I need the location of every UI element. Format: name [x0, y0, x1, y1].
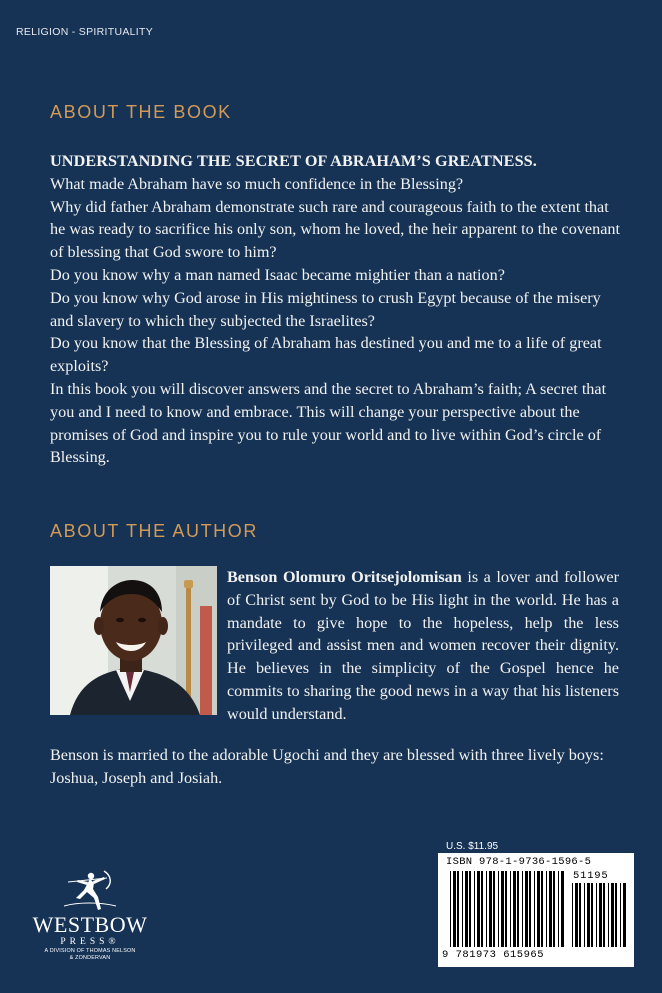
- author-name: Benson Olomuro Oritsejolomisan: [227, 568, 462, 586]
- barcode-bar: [517, 871, 519, 947]
- barcode-bar: [608, 883, 609, 947]
- barcode-bar: [469, 871, 471, 947]
- barcode-bar: [620, 883, 621, 947]
- barcode-bar: [474, 871, 475, 947]
- barcode-bar: [537, 871, 540, 947]
- about-book-heading: ABOUT THE BOOK: [50, 102, 232, 122]
- blurb-lead: UNDERSTANDING THE SECRET OF ABRAHAM’S GREATNESS.: [50, 152, 537, 170]
- price-label: U.S. $11.95: [446, 841, 499, 852]
- ean-barcode-bars: [450, 871, 566, 947]
- barcode-bar: [599, 883, 602, 947]
- barcode-bar: [561, 871, 564, 947]
- category-label: RELIGION - SPIRITUALITY: [16, 26, 154, 38]
- barcode-bar: [505, 871, 507, 947]
- barcode-bar: [493, 871, 495, 947]
- blurb-paragraph: Do you know why God arose in His mightiness to crush Egypt because of the misery and slavery to which they subjected the Israelites?: [50, 288, 601, 330]
- barcode-bar: [579, 883, 581, 947]
- barcode-addon-digits: 51195: [573, 870, 609, 882]
- book-blurb: [50, 150, 622, 469]
- barcode-bar: [465, 871, 468, 947]
- barcode-bar: [623, 883, 626, 947]
- barcode-bar: [501, 871, 504, 947]
- isbn-barcode: [438, 853, 634, 967]
- barcode-bar: [546, 871, 547, 947]
- blurb-paragraph: Do you know that the Blessing of Abraham has destined you and me to a life of great exploits?: [50, 334, 602, 376]
- about-author-heading: ABOUT THE AUTHOR: [50, 521, 258, 541]
- barcode-bar: [549, 871, 552, 947]
- addon-barcode-bars: [572, 883, 628, 947]
- blurb-paragraph: Do you know why a man named Isaac became mightier than a nation?: [50, 265, 505, 284]
- barcode-bar: [529, 871, 531, 947]
- barcode-bar: [587, 883, 590, 947]
- author-family: Benson is married to the adorable Ugochi and they are blessed with three lively boys: Joshua, Joseph and Josiah.: [50, 746, 604, 787]
- publisher-logo: [20, 870, 160, 980]
- publisher-imprint: PRESS®: [60, 937, 120, 947]
- barcode-bar: [575, 883, 578, 947]
- barcode-bar: [541, 871, 543, 947]
- barcode-bar: [477, 871, 480, 947]
- blurb-paragraph: In this book you will discover answers and the secret to Abraham’s faith; A secret that you and I need to know and embrace. This will change your perspective about the promises of God and inspire you to rule your world and to live within God’s circle of Blessing.: [50, 379, 607, 467]
- barcode-bar: [450, 871, 451, 947]
- barcode-bar: [486, 871, 487, 947]
- barcode-bar: [457, 871, 459, 947]
- author-photo: [50, 566, 217, 715]
- barcode-bar: [453, 871, 456, 947]
- barcode-bar: [611, 883, 614, 947]
- barcode-bar: [498, 871, 499, 947]
- barcode-bar: [462, 871, 463, 947]
- publisher-division: & ZONDERVAN: [69, 955, 111, 961]
- isbn-text: ISBN 978-1-9736-1596-5: [446, 856, 592, 868]
- barcode-bar: [596, 883, 597, 947]
- barcode-bar: [510, 871, 511, 947]
- blurb-paragraph: Why did father Abraham demonstrate such rare and courageous faith to the extent that he was ready to sacrifice his only son, whom he loved, the heir apparent to the covenant of blessing that God swore to him?: [50, 197, 620, 262]
- author-bio-text: is a lover and follower of Christ sent by God to be His light in the world. He has a mandate to give hope to the hopeless, help the less privileged and assist men and women recover their dignity. He believes in the simplicity of the Gospel hence he commits to sharing the good news in a way that his listeners would understand.: [227, 568, 620, 723]
- barcode-bar: [584, 883, 585, 947]
- barcode-bar: [489, 871, 492, 947]
- barcode-bar: [534, 871, 535, 947]
- publisher-name: WESTBOW: [32, 912, 148, 937]
- blurb-paragraph: What made Abraham have so much confidence in the Blessing?: [50, 174, 464, 193]
- barcode-bar: [591, 883, 593, 947]
- barcode-ean-digits: 9 781973 615965: [442, 949, 545, 961]
- barcode-bar: [603, 883, 605, 947]
- barcode-bar: [513, 871, 516, 947]
- barcode-bar: [572, 883, 573, 947]
- barcode-bar: [522, 871, 523, 947]
- barcode-bar: [553, 871, 555, 947]
- barcode-bar: [558, 871, 559, 947]
- publisher-division: A DIVISION OF THOMAS NELSON: [44, 948, 136, 954]
- barcode-bar: [481, 871, 483, 947]
- author-bio: [227, 566, 619, 726]
- barcode-bar: [525, 871, 528, 947]
- archer-icon: [60, 870, 120, 912]
- barcode-bar: [615, 883, 617, 947]
